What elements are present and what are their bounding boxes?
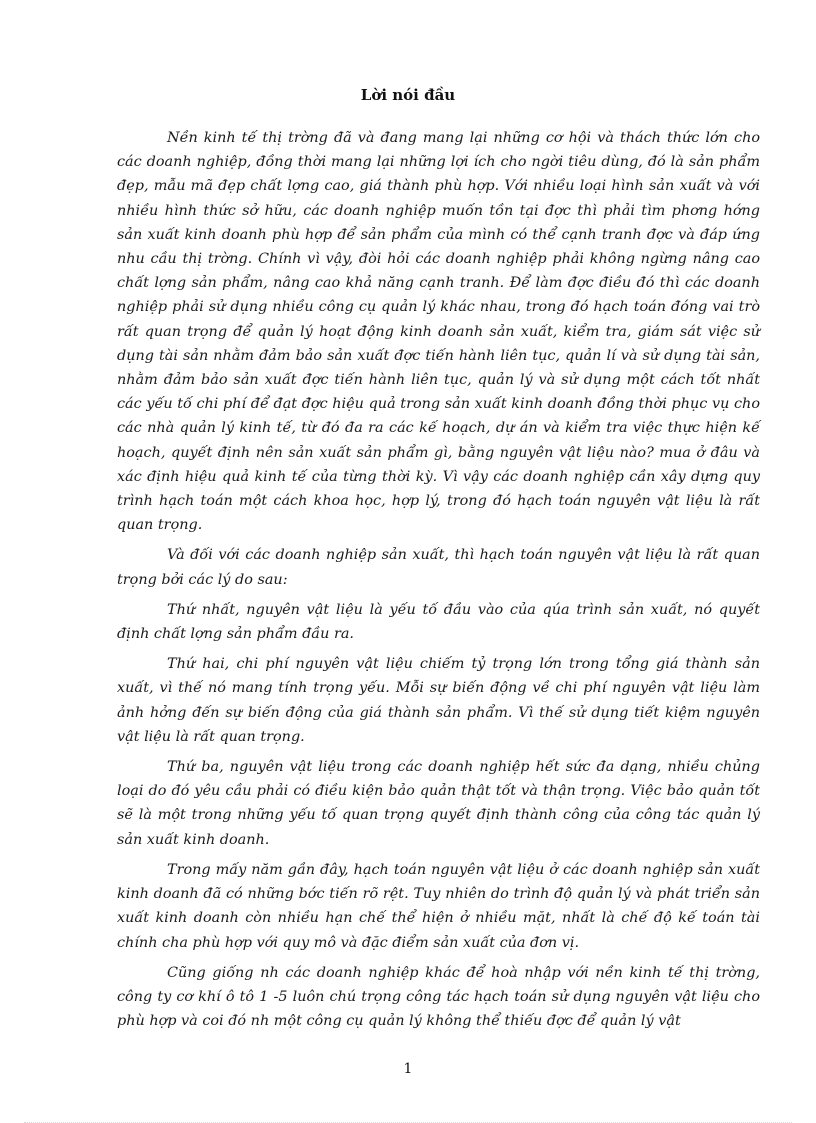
page-number: 1 bbox=[403, 1061, 413, 1077]
document-body bbox=[117, 126, 760, 1039]
paragraph: Cũng giống nh các doanh nghiệp khác để hoà nhập với nền kinh tế thị trờng, công ty cơ khí ô tô 1 -5 luôn chú trọng công tác hạch toán sử dụng nguyên vật liệu cho phù hợp và coi đó nh một công cụ quản lý không thể thiếu đợc để quản lý vật bbox=[117, 964, 760, 1030]
paragraph: Nền kinh tế thị trờng đã và đang mang lại những cơ hội và thách thức lớn cho các doanh nghiệp, đồng thời mang lại những lợi ích cho ngời tiêu dùng, đó là sản phẩm đẹp, mẫu mã đẹp chất lợng cao, giá thành phù hợp. Với nhiều loại hình sản xuất và với nhiều hình thức sở hữu, các doanh nghiệp muốn tồn tại đợc thì phải tìm phơng hớng sản xuất kinh doanh phù hợp để sản phẩm của mình có thể cạnh tranh đợc và đáp ứng nhu cầu thị trờng. Chính vì vậy, đòi hỏi các doanh nghiệp phải không ngừng nâng cao chất lợng sản phẩm, nâng cao khả năng cạnh tranh. Để làm đợc điều đó thì các doanh nghiệp phải sử dụng nhiều công cụ quản lý khác nhau, trong đó hạch toán đóng vai trò rất quan trọng để quản lý hoạt động kinh doanh sản xuất, kiểm tra, giám sát việc sử dụng tài sản nhằm đảm bảo sản xuất đợc tiến hành liên tục, quản lí và sử dụng tài sản, nhằm đảm bảo sản xuất đợc tiến hành liên tục, quản lý và sử dụng một cách tốt nhất các yếu tố chi phí để đạt đợc hiệu quả trong sản xuất kinh doanh đồng thời phục vụ cho các nhà quản lý kinh tế, từ đó đa ra các kế hoạch, dự án và kiểm tra việc thực hiện kế hoạch, quyết định nên sản xuất sản phẩm gì, bằng nguyên vật liệu nào? mua ở đâu và xác định hiệu quả kinh tế của từng thời kỳ. Vì vậy các doanh nghiệp cần xây dựng quy trình hạch toán một cách khoa học, hợp lý, trong đó hạch toán nguyên vật liệu là rất quan trọng. bbox=[117, 130, 760, 534]
paragraph: Thứ ba, nguyên vật liệu trong các doanh nghiệp hết sức đa dạng, nhiều chủng loại do đó yêu cầu phải có điều kiện bảo quản thật tốt và thận trọng. Việc bảo quản tốt sẽ là một trong những yếu tố quan trọng quyết định thành công của công tác quản lý sản xuất kinh doanh. bbox=[117, 759, 760, 848]
paragraph: Thứ hai, chi phí nguyên vật liệu chiếm tỷ trọng lớn trong tổng giá thành sản xuất, vì thế nó mang tính trọng yếu. Mỗi sự biến động về chi phí nguyên vật liệu làm ảnh hởng đến sự biến động của giá thành sản phẩm. Vì thế sử dụng tiết kiệm nguyên vật liệu là rất quan trọng. bbox=[117, 656, 760, 745]
paragraph: Và đối với các doanh nghiệp sản xuất, thì hạch toán nguyên vật liệu là rất quan trọng bởi các lý do sau: bbox=[117, 547, 760, 588]
paragraph: Trong mấy năm gần đây, hạch toán nguyên vật liệu ở các doanh nghiệp sản xuất kinh doanh đã có những bớc tiến rõ rệt. Tuy nhiên do trình độ quản lý và phát triển sản xuất kinh doanh còn nhiều hạn chế thể hiện ở nhiều mặt, nhất là chế độ kế toán tài chính cha phù hợp với quy mô và đặc điểm sản xuất của đơn vị. bbox=[117, 861, 760, 951]
page-title: Lời nói đầu bbox=[360, 86, 456, 104]
paragraph: Thứ nhất, nguyên vật liệu là yếu tố đầu vào của qúa trình sản xuất, nó quyết định chất lợng sản phẩm đầu ra. bbox=[117, 601, 760, 643]
